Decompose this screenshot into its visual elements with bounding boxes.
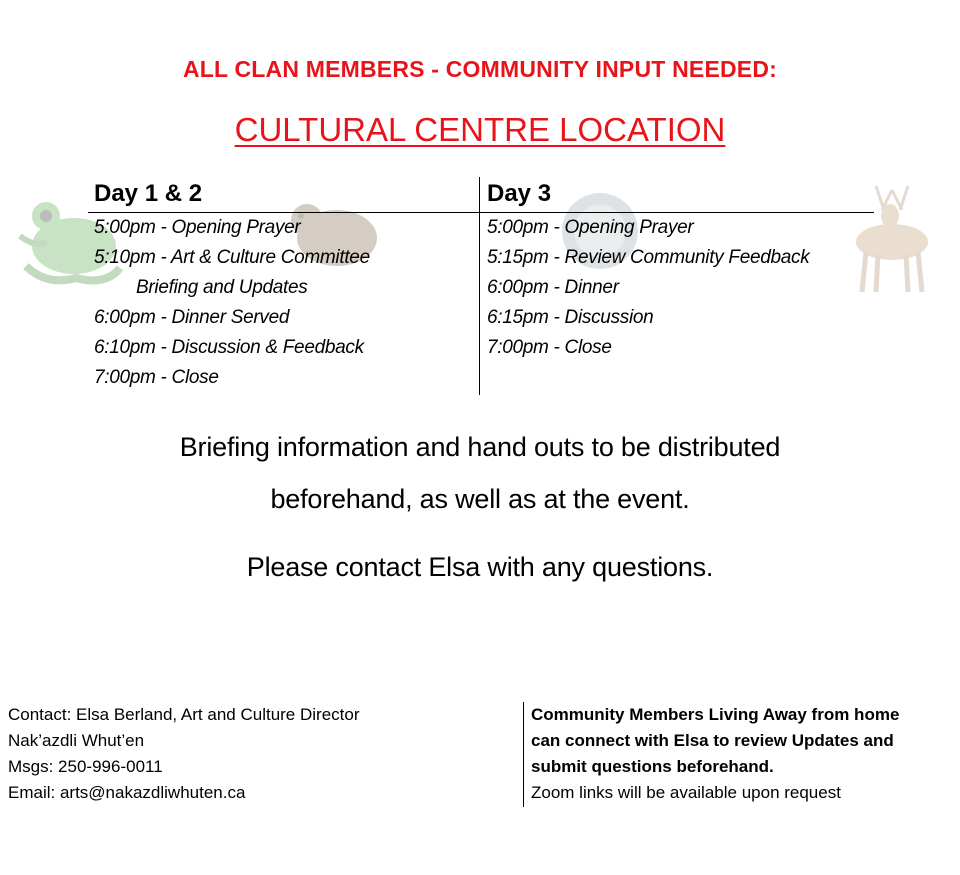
page-title: CULTURAL CENTRE LOCATION <box>234 111 726 148</box>
away-note-line: submit questions beforehand. <box>531 757 774 776</box>
schedule-item: 7:00pm - Close <box>487 337 612 358</box>
schedule-item: 5:00pm - Opening Prayer <box>487 217 694 238</box>
schedule-item: 5:00pm - Opening Prayer <box>94 217 301 238</box>
day12-title: Day 1 & 2 <box>94 180 203 207</box>
schedule-item: 5:10pm - Art & Culture Committee <box>94 247 370 268</box>
away-members-note <box>531 702 956 806</box>
schedule-item: Briefing and Updates <box>136 277 308 298</box>
schedule-item: 7:00pm - Close <box>94 367 219 388</box>
contact-email: Email: arts@nakazdliwhuten.ca <box>8 783 246 802</box>
away-note-line: can connect with Elsa to review Updates and <box>531 731 894 750</box>
info-line: Briefing information and hand outs to be distributed <box>179 432 781 462</box>
schedule-day3-column <box>487 177 872 363</box>
schedule-item: 6:00pm - Dinner Served <box>94 307 290 328</box>
contact-phone: Msgs: 250-996-0011 <box>8 757 163 776</box>
info-line: beforehand, as well as at the event. <box>270 484 690 514</box>
footer-divider <box>523 702 524 807</box>
day3-title: Day 3 <box>487 180 552 207</box>
schedule-item: 6:00pm - Dinner <box>487 277 619 298</box>
schedule-divider-vertical <box>479 177 480 395</box>
contact-org: Nak’azdli Whut’en <box>8 731 145 750</box>
schedule-day12-column <box>94 177 474 393</box>
away-note-line: Community Members Living Away from home <box>531 705 900 724</box>
schedule-item: 6:15pm - Discussion <box>487 307 654 328</box>
headline: ALL CLAN MEMBERS - COMMUNITY INPUT NEEDED: <box>182 56 778 82</box>
zoom-note: Zoom links will be available upon request <box>531 783 841 802</box>
schedule-item: 5:15pm - Review Community Feedback <box>487 247 810 268</box>
schedule-table <box>88 177 874 395</box>
contact-name: Contact: Elsa Berland, Art and Culture Director <box>8 705 360 724</box>
contact-prompt: Please contact Elsa with any questions. <box>246 552 714 582</box>
schedule-item: 6:10pm - Discussion & Feedback <box>94 337 364 358</box>
contact-block <box>8 702 508 806</box>
